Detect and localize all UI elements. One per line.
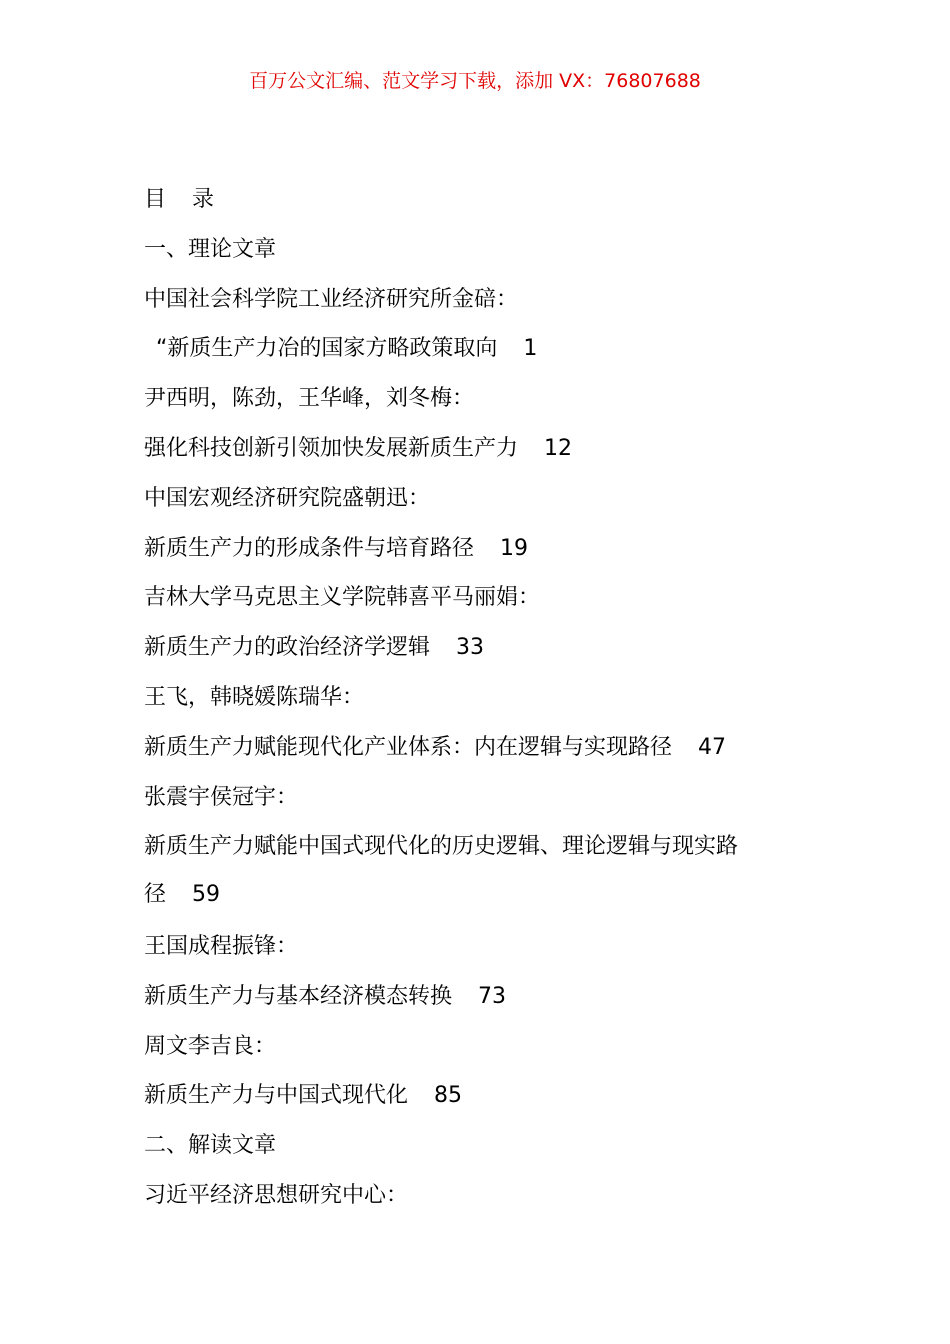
entry-title: 新质生产力赋能现代化产业体系：内在逻辑与实现路径 <box>144 734 673 760</box>
entry-author: 吉林大学马克思主义学院韩喜平马丽娟： <box>144 585 541 611</box>
toc-title <box>144 182 824 232</box>
entry-author: 中国社会科学院工业经济研究所金碚： <box>144 286 519 312</box>
toc-entry[interactable] <box>144 331 824 381</box>
toc-entry[interactable] <box>144 730 824 780</box>
toc-entry[interactable] <box>144 1078 824 1128</box>
entry-page-number: 1 <box>523 336 538 362</box>
entry-page-number: 47 <box>698 734 727 760</box>
entry-author: 习近平经济思想研究中心： <box>144 1182 409 1208</box>
entry-author: 周文李吉良： <box>144 1033 277 1059</box>
entry-title: 新质生产力的政治经济学逻辑 <box>144 635 431 661</box>
entry-page-number: 85 <box>434 1083 463 1109</box>
section-heading: 二、解读文章 <box>144 1133 277 1159</box>
entry-title: 新质生产力与中国式现代化 <box>144 1083 409 1109</box>
toc-entry[interactable] <box>144 531 824 581</box>
entry-title: 强化科技创新引领加快发展新质生产力 <box>144 435 519 461</box>
toc-entry[interactable] <box>144 979 824 1029</box>
entry-title: 新质生产力与基本经济模态转换 <box>144 983 453 1009</box>
entry-title: 径 <box>144 882 167 908</box>
entry-title: 新质生产力的形成条件与培育路径 <box>144 535 475 561</box>
toc-entry[interactable] <box>144 829 824 877</box>
entry-page-number: 33 <box>456 635 485 661</box>
toc-title-char: 录 <box>192 187 215 212</box>
entry-page-number: 73 <box>478 983 507 1009</box>
toc-title-char: 目 <box>144 187 167 212</box>
toc-entry[interactable] <box>144 431 824 481</box>
entry-page-number: 19 <box>500 535 529 561</box>
entry-title: 新质生产力赋能中国式现代化的历史逻辑、理论逻辑与现实路 <box>144 834 739 860</box>
entry-page-number: 12 <box>544 435 573 461</box>
header-note: 百万公文汇编、范文学习下载，添加 VX：76807688 <box>249 70 701 92</box>
table-of-contents <box>144 182 824 1228</box>
entry-author: 张震宇侯冠宇： <box>144 784 299 810</box>
entry-author: 尹西明，陈劲，王华峰，刘冬梅： <box>144 386 475 412</box>
entry-title: “新质生产力冶的国家方略政策取向 <box>156 336 498 362</box>
entry-author: 中国宏观经济研究院盛朝迅： <box>144 485 431 511</box>
toc-entry-continuation[interactable] <box>144 877 824 929</box>
entry-page-number: 59 <box>192 882 221 908</box>
entry-author: 王飞，韩晓媛陈瑞华： <box>144 684 365 710</box>
toc-entry[interactable] <box>144 630 824 680</box>
section-heading: 一、理论文章 <box>144 236 277 262</box>
entry-author: 王国成程振锋： <box>144 933 299 959</box>
